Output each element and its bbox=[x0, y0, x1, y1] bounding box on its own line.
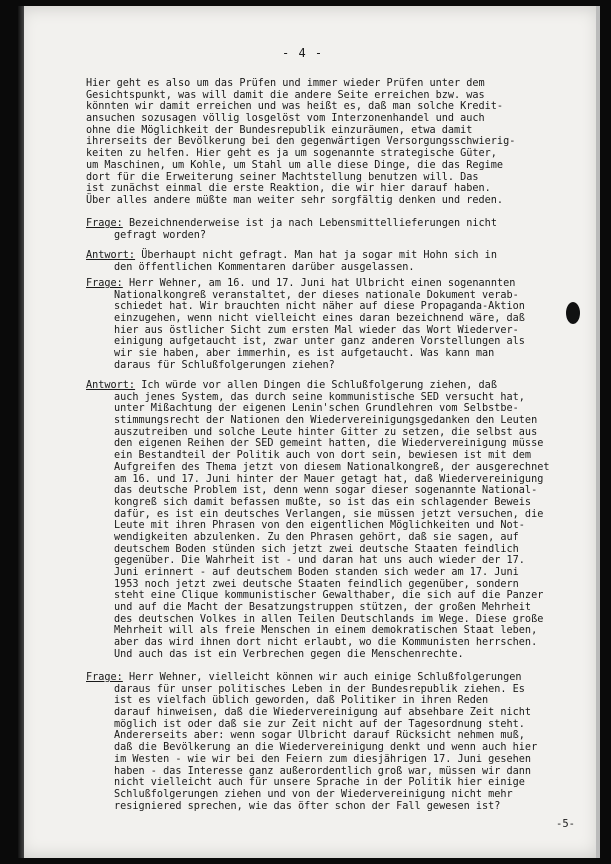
text-line: Andererseits aber: wenn sogar Ulbricht darauf Rücksicht nehmen muß, bbox=[114, 730, 525, 742]
text-line: nicht vielleicht auch für unsere Sprache in der Politik hier einige bbox=[114, 777, 525, 789]
answer-label: Antwort: bbox=[86, 250, 136, 261]
text-line: stimmungsrecht der Nationen den Wiedervereinigungsgedanken den Leuten bbox=[114, 415, 538, 427]
text-line: ohne die Möglichkeit der Bundesrepublik einzuräumen, etwa damit bbox=[86, 124, 473, 136]
answer-food-deliveries bbox=[86, 250, 606, 273]
text-line: Herr Wehner, am 16. und 17. Juni hat Ulbricht einen sogenannten bbox=[122, 278, 516, 289]
text-line: resigniered sprechen, wie das öfter schon der Fall gewesen ist? bbox=[114, 800, 501, 812]
paragraph-intro bbox=[86, 78, 606, 207]
text-line: ansuchen sozusagen völlig losgelöst vom Interzonenhandel und auch bbox=[86, 113, 485, 125]
text-line: den eigenen Reihen der SED gemeint hatten, die Wiedervereinigung müsse bbox=[114, 438, 544, 450]
text-line: wendigkeiten abzulenken. Zu den Phrasen gehört, daß sie sagen, auf bbox=[114, 531, 519, 543]
text-line: auch jenes System, das durch seine kommunistische SED versucht hat, bbox=[114, 391, 525, 403]
text-line: darauf hinweisen, daß die Wiedervereinigung auf absehbare Zeit nicht bbox=[114, 707, 532, 719]
text-line: Aufgreifen des Thema jetzt von diesem Nationalkongreß, der ausgerechnet bbox=[114, 461, 550, 473]
text-line: auszutreiben und solche Leute hinter Gitter zu setzen, die selbst aus bbox=[114, 426, 538, 438]
page-number: - 4 - bbox=[282, 46, 324, 60]
document-page bbox=[18, 6, 600, 858]
text-line: 1953 noch jetzt zwei deutsche Staaten feindlich gegenüber, sondern bbox=[114, 578, 519, 590]
text-line: einigung aufgetaucht ist, zwar unter ganz anderen Vorstellungen als bbox=[114, 336, 525, 348]
question-label: Frage: bbox=[86, 218, 123, 229]
text-line: dafür, es ist ein deutsches Verlangen, sie müssen jetzt versuchen, die bbox=[114, 508, 544, 520]
text-line: deutschem Boden stünden sich jetzt zwei deutsche Staaten feindlich bbox=[114, 543, 519, 555]
text-line: ist zunächst einmal die erste Reaktion, die wir hier darauf haben. bbox=[86, 183, 491, 195]
text-line: um Maschinen, um Kohle, um Stahl um alle diese Dinge, die das Regime bbox=[86, 159, 504, 171]
text-line: ihrerseits der Bevölkerung bei den gegenwärtigen Versorgungsschwierig- bbox=[86, 136, 516, 148]
text-line: ist es vielfach üblich geworden, daß Politiker in ihren Reden bbox=[114, 695, 489, 707]
question-political-language bbox=[86, 672, 606, 812]
answer-label: Antwort: bbox=[86, 380, 136, 391]
text-line: das deutsche Problem ist, denn wenn sogar dieser sogenannte National- bbox=[114, 485, 538, 497]
text-line: Nationalkongreß veranstaltet, der dieses nationale Dokument verab- bbox=[114, 289, 519, 301]
text-line: daraus für unser politisches Leben in der Bundesrepublik ziehen. Es bbox=[114, 683, 525, 695]
question-food-deliveries bbox=[86, 218, 606, 241]
text-line: des deutschen Volkes in allen Teilen Deutschlands im Wege. Diese große bbox=[114, 613, 544, 625]
text-line: kongreß sich damit befassen mußte, so ist das ein schlagender Beweis bbox=[114, 496, 532, 508]
text-line: Leute mit ihren Phrasen von den eigentlichen Möglichkeiten und Not- bbox=[114, 520, 525, 532]
text-line: im Westen - wie wir bei den Feiern zum diesjährigen 17. Juni gesehen bbox=[114, 753, 532, 765]
question-national-congress bbox=[86, 278, 606, 372]
text-line: Juni erinnert - auf deutschem Boden standen sich weder am 17. Juni bbox=[114, 567, 519, 578]
text-line: aber das wird ihnen dort nicht erlaubt, wo die Kommunisten herrschen. bbox=[114, 637, 538, 649]
text-line: einzugehen, wenn nicht vielleicht eines daran bezeichnend wäre, daß bbox=[114, 313, 525, 325]
text-line: könnten wir damit erreichen und was heißt es, daß man solche Kredit- bbox=[86, 101, 504, 113]
answer-national-congress bbox=[86, 380, 606, 661]
text-line: Mehrheit will als freie Menschen in einem demokratischen Staat leben, bbox=[114, 625, 538, 637]
text-line: Hier geht es also um das Prüfen und immer wieder Prüfen unter dem bbox=[86, 78, 485, 89]
text-line: Überhaupt nicht gefragt. Man hat ja sogar mit Hohn sich in bbox=[135, 250, 497, 261]
text-line: Schlußfolgerungen ziehen und von der Wiedervereinigung nicht mehr bbox=[114, 788, 513, 800]
text-line: Bezeichnenderweise ist ja nach Lebensmittellieferungen nicht bbox=[122, 218, 497, 229]
question-label: Frage: bbox=[86, 672, 123, 683]
text-line: Über alles andere müßte man weiter sehr sorgfältig denken und reden. bbox=[86, 194, 504, 206]
text-line: keiten zu helfen. Hier geht es ja um sogenannte strategische Güter, bbox=[86, 148, 497, 160]
text-line: haben - das Interesse ganz außerordentlich groß war, müssen wir dann bbox=[114, 765, 532, 777]
text-line: ein Bestandteil der Politik auch von dort sein, bewiesen ist mit dem bbox=[114, 450, 532, 462]
text-line: dort für die Erweiterung seiner Machtstellung benutzen will. Das bbox=[86, 171, 479, 183]
text-line: unter Mißachtung der eigenen Lenin'schen Grundlehren vom Selbstbe- bbox=[114, 403, 519, 415]
text-line: Gesichtspunkt, was will damit die andere Seite erreichen bzw. was bbox=[86, 89, 485, 101]
next-page-marker: -5- bbox=[556, 818, 575, 830]
text-line: Herr Wehner, vielleicht können wir auch einige Schlußfolgerungen bbox=[122, 672, 522, 683]
text-line: Ich würde vor allen Dingen die Schlußfolgerung ziehen, daß bbox=[135, 380, 497, 391]
text-line: schiedet hat. Wir brauchten nicht näher auf diese Propaganda-Aktion bbox=[114, 301, 525, 313]
text-line: wir sie haben, aber immerhin, es ist aufgetaucht. Was kann man bbox=[114, 348, 495, 360]
text-line: möglich ist oder daß sie zur Zeit nicht auf der Tagesordnung steht. bbox=[114, 718, 525, 730]
text-line: den öffentlichen Kommentaren darüber ausgelassen. bbox=[114, 261, 415, 273]
text-line: daraus für Schlußfolgerungen ziehen? bbox=[114, 359, 335, 371]
text-line: und auf die Macht der Besatzungstruppen stützen, der großen Mehrheit bbox=[114, 602, 532, 614]
text-line: Und auch das ist ein Verbrechen gegen die Menschenrechte. bbox=[114, 648, 464, 660]
scan-left-edge bbox=[18, 6, 24, 858]
text-line: gefragt worden? bbox=[114, 229, 207, 241]
text-line: hier aus östlicher Sicht zum ersten Mal wieder das Wort Wiederver- bbox=[114, 324, 519, 336]
text-line: am 16. und 17. Juni hinter der Mauer getagt hat, daß Wiedervereinigung bbox=[114, 473, 544, 485]
text-line: gegenüber. Die Wahrheit ist - und daran hat uns auch wieder der 17. bbox=[114, 555, 525, 567]
text-line: daß die Bevölkerung an die Wiedervereinigung denkt und wenn auch hier bbox=[114, 742, 538, 754]
question-label: Frage: bbox=[86, 278, 123, 289]
text-line: steht eine Clique kommunistischer Gewalthaber, die sich auf die Panzer bbox=[114, 590, 544, 602]
